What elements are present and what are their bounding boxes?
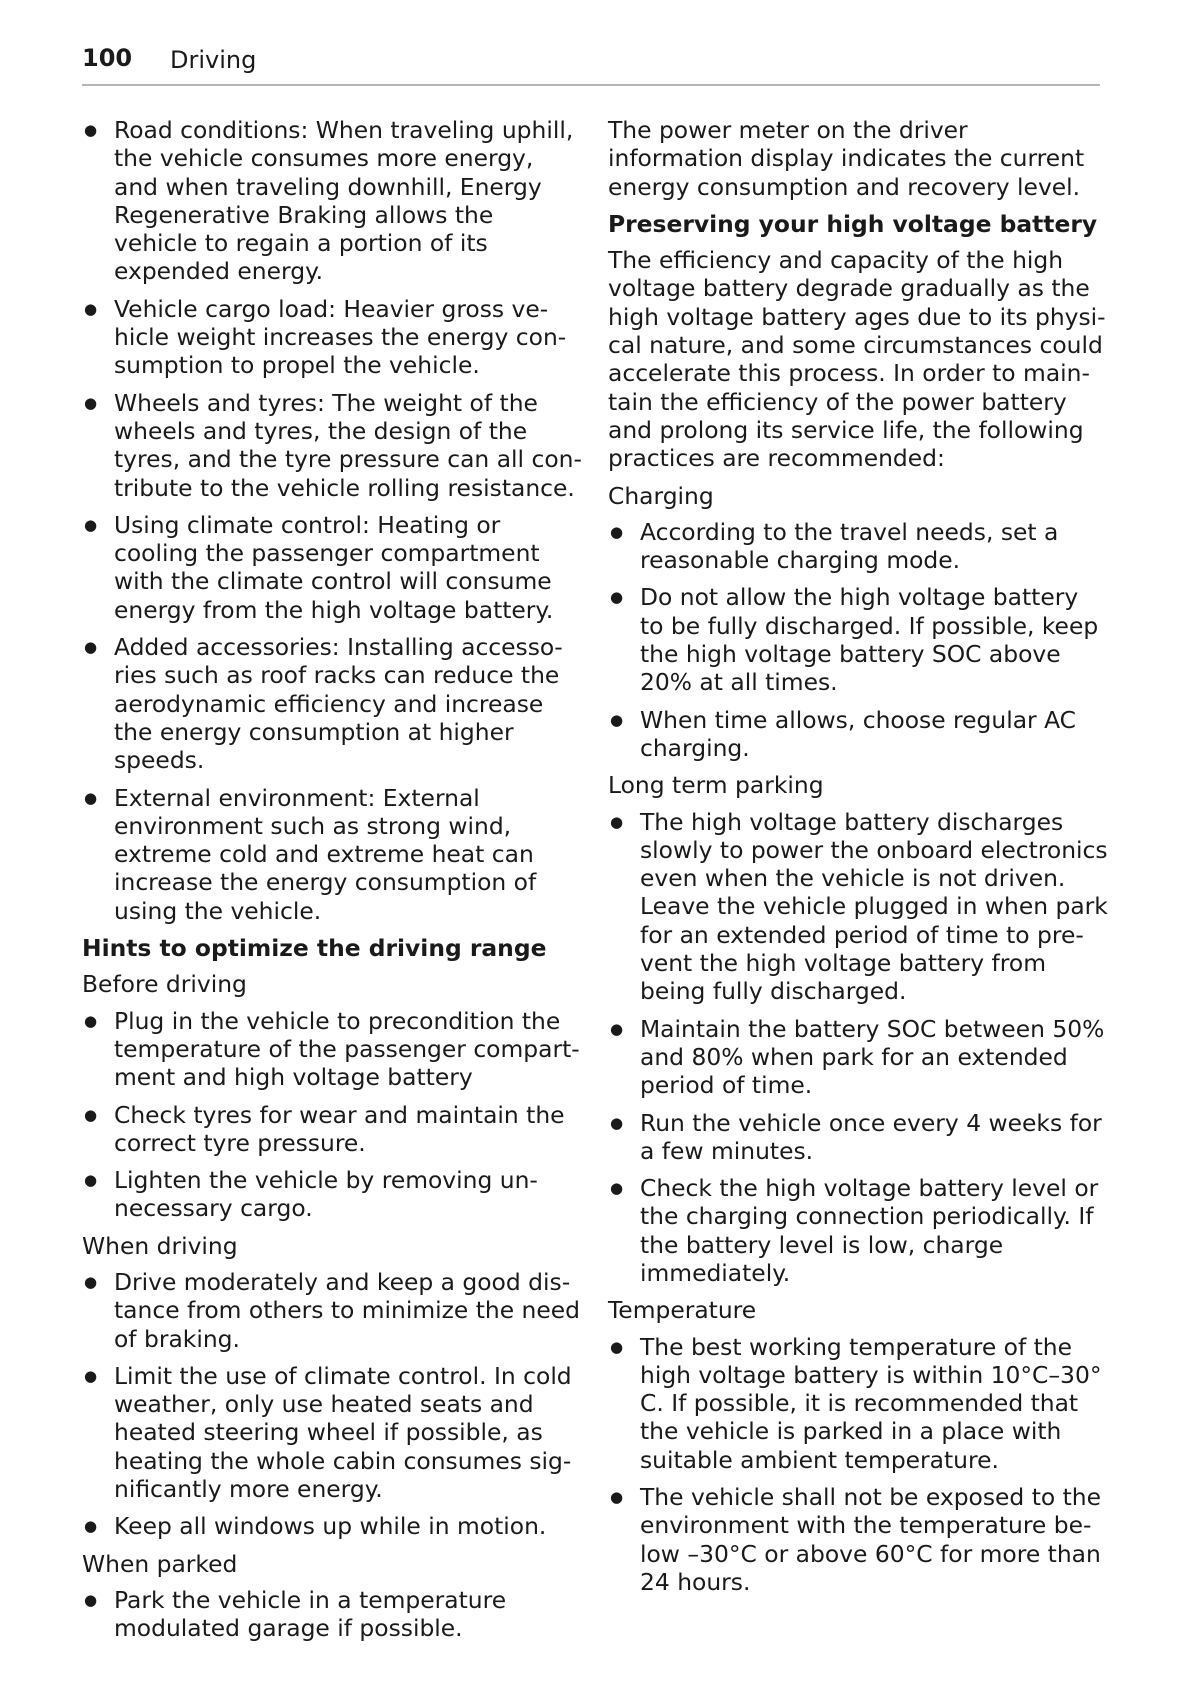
list-item: ● The vehicle shall not be exposed to the environment with the temperature below –30°C or above 60°C for more than 24 hours. [608, 1483, 1108, 1596]
list-item: ● Limit the use of climate control. In cold weather, only use heated seats and heated steering wheel if possible, as heating the whole cabin consumes significantly more energy. [82, 1362, 582, 1503]
list-item: ● Check tyres for wear and maintain the correct tyre pressure. [82, 1101, 582, 1158]
list-item: ● According to the travel needs, set a reasonable charging mode. [608, 518, 1108, 575]
list-item: ● Added accessories: Installing accessories such as roof racks can reduce the aerodynamic efficiency and increase the energy consumption at higher speeds. [82, 633, 582, 774]
list-item: ● Lighten the vehicle by removing unnecessary cargo. [82, 1166, 582, 1223]
list-item: ● Do not allow the high voltage battery to be fully discharged. If possible, keep the high voltage battery SOC above 20% at all times. [608, 583, 1108, 696]
list-item: ● Vehicle cargo load: Heavier gross vehicle weight increases the energy consumption to propel the vehicle. [82, 295, 582, 380]
before-driving-list [82, 1007, 582, 1223]
list-item: ● Check the high voltage battery level or the charging connection periodically. If the battery level is low, charge immediately. [608, 1174, 1108, 1287]
temperature-subheading: Temperature [608, 1296, 757, 1325]
preserve-paragraph: The efficiency and capacity of the high voltage battery degrade gradually as the high voltage battery ages due to its physical nature, and some circumstances could accelerate this process. In order to maintain the efficiency of the power battery and prolong its service life, the following practices are recommended: [608, 246, 1106, 473]
when-parked-subheading: When parked [82, 1549, 238, 1578]
list-item: ● Wheels and tyres: The weight of the wheels and tyres, the design of the tyres, and the tyre pressure can all contribute to the vehicle rolling resistance. [82, 389, 582, 502]
long-term-list [608, 808, 1108, 1288]
list-item: ● Using climate control: Heating or cooling the passenger compartment with the climate control will consume energy from the high voltage battery. [82, 511, 582, 624]
list-item: ● Park the vehicle in a temperature modulated garage if possible. [82, 1586, 582, 1643]
charging-list [608, 518, 1108, 762]
page-header [82, 44, 1100, 86]
list-item: ● Keep all windows up while in motion. [82, 1512, 582, 1540]
charging-subheading: Charging [608, 481, 714, 510]
before-driving-subheading: Before driving [82, 970, 247, 999]
list-item: ● The high voltage battery discharges slowly to power the onboard electronics even when the vehicle is not driven. Leave the vehicle plugged in when park for an extended period of time to prevent the high voltage battery from being fully discharged. [608, 808, 1108, 1006]
list-item: ● Road conditions: When traveling uphill, the vehicle consumes more energy, and when traveling downhill, Energy Regenerative Braking allows the vehicle to regain a portion of its expended energy. [82, 116, 582, 286]
temperature-list [608, 1333, 1108, 1597]
list-item: ● Run the vehicle once every 4 weeks for a few minutes. [608, 1109, 1108, 1166]
hints-heading: Hints to optimize the driving range [82, 934, 547, 963]
when-parked-list [82, 1586, 582, 1643]
section-title: Driving [170, 46, 257, 74]
preserve-heading: Preserving your high voltage battery [608, 209, 1098, 238]
list-item: ● Drive moderately and keep a good distance from others to minimize the need of braking. [82, 1268, 582, 1353]
when-driving-subheading: When driving [82, 1231, 238, 1260]
right-column [608, 116, 1108, 1605]
list-item: ● The best working temperature of the high voltage battery is within 10°C–30° C. If possible, it is recommended that the vehicle is parked in a place with suitable ambient temperature. [608, 1333, 1108, 1474]
list-item: ● External environment: External environment such as strong wind, extreme cold and extreme heat can increase the energy consumption of using the vehicle. [82, 784, 582, 925]
intro-paragraph: The power meter on the driver information display indicates the current energy consumption and recovery level. [608, 116, 1085, 201]
factors-list [82, 116, 582, 925]
page-number: 100 [82, 44, 133, 72]
long-term-subheading: Long term parking [608, 771, 824, 800]
when-driving-list [82, 1268, 582, 1541]
list-item: ● Plug in the vehicle to precondition the temperature of the passenger compartment and high voltage battery [82, 1007, 582, 1092]
left-column [82, 116, 582, 1652]
list-item: ● Maintain the battery SOC between 50% and 80% when park for an extended period of time. [608, 1015, 1108, 1100]
list-item: ● When time allows, choose regular AC charging. [608, 706, 1108, 763]
